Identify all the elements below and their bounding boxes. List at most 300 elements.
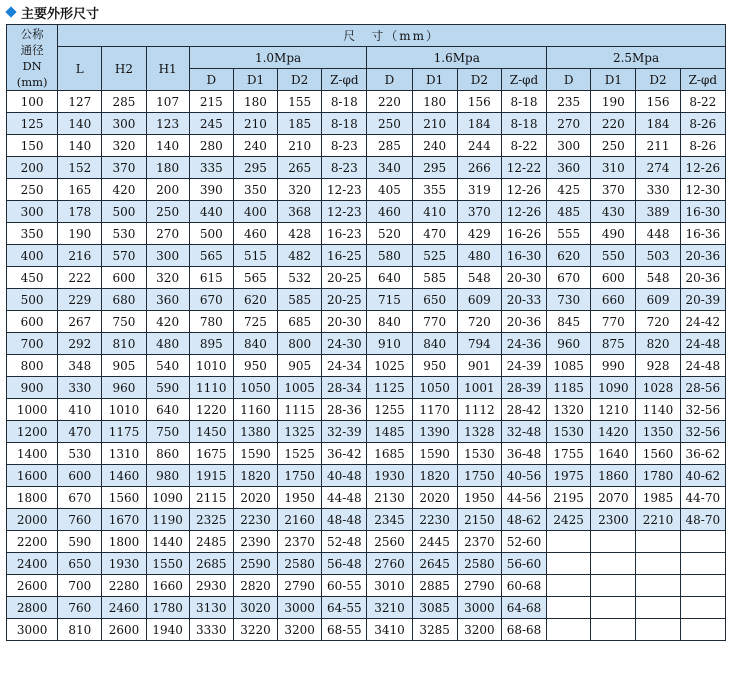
table-cell: 1220	[189, 399, 233, 421]
table-cell: 320	[278, 179, 322, 201]
table-cell: 348	[58, 355, 102, 377]
table-cell: 420	[102, 179, 146, 201]
table-row	[7, 553, 726, 575]
table-cell: 32-56	[680, 421, 725, 443]
table-cell: 750	[102, 311, 146, 333]
table-cell: 503	[636, 245, 680, 267]
table-cell: 950	[412, 355, 457, 377]
header-sub-d2: D2	[278, 69, 322, 91]
table-cell: 620	[233, 289, 277, 311]
table-cell: 2195	[547, 487, 591, 509]
table-cell: 64-55	[322, 597, 367, 619]
table-row	[7, 355, 726, 377]
table-cell: 1420	[591, 421, 636, 443]
table-cell: 52-48	[322, 531, 367, 553]
table-cell: 220	[591, 113, 636, 135]
table-cell: 2370	[278, 531, 322, 553]
table-cell: 720	[636, 311, 680, 333]
table-cell: 1005	[278, 377, 322, 399]
table-cell: 390	[189, 179, 233, 201]
header-group-1-0mpa: 1.0Mpa	[189, 47, 367, 69]
table-cell: 770	[412, 311, 457, 333]
table-cell: 620	[547, 245, 591, 267]
table-cell: 12-23	[322, 201, 367, 223]
table-cell: 1640	[591, 443, 636, 465]
table-cell: 515	[233, 245, 277, 267]
table-cell: 220	[367, 91, 412, 113]
table-cell: 16-30	[680, 201, 725, 223]
table-cell: 770	[591, 311, 636, 333]
cell-dn: 350	[7, 223, 58, 245]
diamond-bullet-icon	[5, 6, 16, 17]
header-dn	[7, 25, 58, 91]
table-cell: 3285	[412, 619, 457, 641]
table-cell: 794	[457, 333, 501, 355]
table-row	[7, 509, 726, 531]
table-row	[7, 245, 726, 267]
table-cell: 20-30	[501, 267, 546, 289]
table-cell: 1125	[367, 377, 412, 399]
table-cell: 12-22	[501, 157, 546, 179]
table-cell: 1255	[367, 399, 412, 421]
header-sub-d1: D1	[412, 69, 457, 91]
table-cell: 650	[58, 553, 102, 575]
table-cell: 152	[58, 157, 102, 179]
table-cell: 480	[146, 333, 189, 355]
table-cell: 1325	[278, 421, 322, 443]
table-cell	[636, 531, 680, 553]
table-cell	[680, 575, 725, 597]
table-cell: 180	[412, 91, 457, 113]
table-cell: 2425	[547, 509, 591, 531]
table-cell: 640	[146, 399, 189, 421]
cell-dn: 700	[7, 333, 58, 355]
table-cell: 48-48	[322, 509, 367, 531]
table-cell: 3210	[367, 597, 412, 619]
table-cell	[591, 531, 636, 553]
table-cell: 685	[278, 311, 322, 333]
table-cell: 20-25	[322, 267, 367, 289]
table-cell: 52-60	[501, 531, 546, 553]
table-cell: 485	[547, 201, 591, 223]
table-cell: 16-25	[322, 245, 367, 267]
table-cell: 845	[547, 311, 591, 333]
table-cell: 28-42	[501, 399, 546, 421]
table-cell: 460	[367, 201, 412, 223]
cell-dn: 900	[7, 377, 58, 399]
table-cell: 36-48	[501, 443, 546, 465]
table-cell: 640	[367, 267, 412, 289]
table-cell	[636, 553, 680, 575]
table-cell: 330	[636, 179, 680, 201]
table-cell: 8-18	[322, 113, 367, 135]
table-cell: 1170	[412, 399, 457, 421]
table-cell: 155	[278, 91, 322, 113]
section-title-text: 主要外形尺寸	[21, 6, 100, 22]
table-cell: 270	[547, 113, 591, 135]
table-cell: 1560	[102, 487, 146, 509]
table-body	[7, 91, 726, 641]
header-sub-d: D	[547, 69, 591, 91]
table-row	[7, 289, 726, 311]
table-cell: 950	[233, 355, 277, 377]
table-row	[7, 487, 726, 509]
table-cell: 267	[58, 311, 102, 333]
table-cell: 370	[591, 179, 636, 201]
table-cell: 405	[367, 179, 412, 201]
table-cell: 480	[457, 245, 501, 267]
table-cell: 1780	[636, 465, 680, 487]
table-cell: 265	[278, 157, 322, 179]
table-cell: 1685	[367, 443, 412, 465]
cell-dn: 1800	[7, 487, 58, 509]
table-cell: 760	[58, 509, 102, 531]
table-cell: 300	[146, 245, 189, 267]
table-cell: 650	[412, 289, 457, 311]
table-cell: 2150	[457, 509, 501, 531]
table-cell: 3220	[233, 619, 277, 641]
table-cell: 3200	[278, 619, 322, 641]
table-cell: 960	[547, 333, 591, 355]
table-cell: 448	[636, 223, 680, 245]
table-cell: 860	[146, 443, 189, 465]
table-cell: 8-23	[322, 135, 367, 157]
table-cell: 1390	[412, 421, 457, 443]
table-cell: 960	[102, 377, 146, 399]
table-cell: 185	[278, 113, 322, 135]
table-cell: 2390	[233, 531, 277, 553]
table-cell: 750	[146, 421, 189, 443]
table-cell: 530	[58, 443, 102, 465]
table-cell: 1328	[457, 421, 501, 443]
table-cell: 274	[636, 157, 680, 179]
table-cell: 840	[412, 333, 457, 355]
table-cell: 319	[457, 179, 501, 201]
table-cell: 20-36	[501, 311, 546, 333]
table-cell: 280	[189, 135, 233, 157]
table-cell: 2885	[412, 575, 457, 597]
table-cell: 730	[547, 289, 591, 311]
table-cell: 600	[58, 465, 102, 487]
table-cell: 20-25	[322, 289, 367, 311]
table-cell: 2160	[278, 509, 322, 531]
table-cell: 60-68	[501, 575, 546, 597]
table-cell: 8-18	[501, 113, 546, 135]
table-cell: 300	[547, 135, 591, 157]
table-cell	[591, 597, 636, 619]
table-cell: 140	[58, 135, 102, 157]
table-cell: 1660	[146, 575, 189, 597]
table-cell: 156	[457, 91, 501, 113]
table-cell: 3020	[233, 597, 277, 619]
table-cell: 2230	[412, 509, 457, 531]
table-cell: 905	[102, 355, 146, 377]
header-size: 尺 寸（mm）	[58, 25, 726, 47]
table-cell: 609	[457, 289, 501, 311]
header-sub-d2: D2	[457, 69, 501, 91]
table-cell: 3330	[189, 619, 233, 641]
table-cell: 1050	[412, 377, 457, 399]
table-cell: 215	[189, 91, 233, 113]
table-row	[7, 333, 726, 355]
table-cell: 28-39	[501, 377, 546, 399]
table-cell: 600	[591, 267, 636, 289]
table-row	[7, 179, 726, 201]
table-cell: 1010	[102, 399, 146, 421]
table-cell: 2790	[457, 575, 501, 597]
table-cell: 840	[367, 311, 412, 333]
table-cell: 36-62	[680, 443, 725, 465]
table-cell: 585	[412, 267, 457, 289]
table-cell: 2560	[367, 531, 412, 553]
table-row	[7, 399, 726, 421]
table-cell: 2580	[278, 553, 322, 575]
table-cell: 1590	[412, 443, 457, 465]
table-cell: 1985	[636, 487, 680, 509]
table-cell: 44-70	[680, 487, 725, 509]
table-row	[7, 223, 726, 245]
table-cell: 64-68	[501, 597, 546, 619]
table-cell: 2070	[591, 487, 636, 509]
table-cell: 2445	[412, 531, 457, 553]
table-cell: 532	[278, 267, 322, 289]
table-cell: 2210	[636, 509, 680, 531]
table-cell: 420	[146, 311, 189, 333]
table-cell: 1675	[189, 443, 233, 465]
table-cell: 20-33	[501, 289, 546, 311]
table-cell: 8-18	[322, 91, 367, 113]
table-cell: 40-48	[322, 465, 367, 487]
cell-dn: 250	[7, 179, 58, 201]
table-cell: 482	[278, 245, 322, 267]
cell-dn: 2800	[7, 597, 58, 619]
table-cell: 670	[547, 267, 591, 289]
table-cell: 1460	[102, 465, 146, 487]
table-cell: 1028	[636, 377, 680, 399]
table-cell: 1930	[367, 465, 412, 487]
table-cell: 1001	[457, 377, 501, 399]
table-cell: 320	[146, 267, 189, 289]
table-cell	[636, 575, 680, 597]
table-cell: 190	[58, 223, 102, 245]
header-dn-line: 通径	[20, 42, 44, 57]
table-cell: 2115	[189, 487, 233, 509]
table-cell: 609	[636, 289, 680, 311]
table-cell: 28-56	[680, 377, 725, 399]
table-cell: 430	[591, 201, 636, 223]
table-cell: 211	[636, 135, 680, 157]
table-cell	[636, 597, 680, 619]
table-cell: 425	[547, 179, 591, 201]
table-cell: 2370	[457, 531, 501, 553]
table-cell: 3085	[412, 597, 457, 619]
table-cell	[591, 553, 636, 575]
table-cell: 8-22	[680, 91, 725, 113]
table-cell: 335	[189, 157, 233, 179]
table-cell: 184	[457, 113, 501, 135]
table-cell: 470	[412, 223, 457, 245]
table-cell	[680, 531, 725, 553]
table-cell: 1140	[636, 399, 680, 421]
table-cell: 875	[591, 333, 636, 355]
table-cell: 580	[367, 245, 412, 267]
table-header	[7, 25, 726, 91]
cell-dn: 2400	[7, 553, 58, 575]
table-cell: 3130	[189, 597, 233, 619]
table-cell: 1175	[102, 421, 146, 443]
table-cell: 500	[189, 223, 233, 245]
table-cell: 800	[278, 333, 322, 355]
table-cell: 178	[58, 201, 102, 223]
table-cell: 615	[189, 267, 233, 289]
table-cell: 12-26	[501, 179, 546, 201]
table-cell: 210	[278, 135, 322, 157]
table-cell: 127	[58, 91, 102, 113]
table-cell: 36-42	[322, 443, 367, 465]
table-cell: 1755	[547, 443, 591, 465]
table-cell: 2230	[233, 509, 277, 531]
table-cell: 48-62	[501, 509, 546, 531]
cell-dn: 150	[7, 135, 58, 157]
table-cell: 1450	[189, 421, 233, 443]
table-cell: 3410	[367, 619, 412, 641]
table-cell: 285	[102, 91, 146, 113]
table-cell: 2345	[367, 509, 412, 531]
table-cell: 229	[58, 289, 102, 311]
table-cell	[636, 619, 680, 641]
table-cell: 240	[412, 135, 457, 157]
table-cell: 1320	[547, 399, 591, 421]
header-group-1-6mpa: 1.6Mpa	[367, 47, 547, 69]
cell-dn: 100	[7, 91, 58, 113]
table-cell: 910	[367, 333, 412, 355]
table-cell: 1115	[278, 399, 322, 421]
table-row	[7, 91, 726, 113]
table-cell: 180	[233, 91, 277, 113]
table-cell: 1190	[146, 509, 189, 531]
table-cell: 570	[102, 245, 146, 267]
table-cell: 1350	[636, 421, 680, 443]
table-cell: 12-26	[680, 157, 725, 179]
table-cell: 1050	[233, 377, 277, 399]
table-cell: 20-30	[322, 311, 367, 333]
table-cell: 2325	[189, 509, 233, 531]
table-cell: 200	[146, 179, 189, 201]
table-cell: 1800	[102, 531, 146, 553]
table-cell: 550	[591, 245, 636, 267]
table-cell: 590	[58, 531, 102, 553]
table-cell: 1820	[233, 465, 277, 487]
cell-dn: 400	[7, 245, 58, 267]
table-cell: 1010	[189, 355, 233, 377]
header-sub-d1: D1	[591, 69, 636, 91]
table-cell: 1530	[547, 421, 591, 443]
table-cell: 16-23	[322, 223, 367, 245]
table-cell: 901	[457, 355, 501, 377]
table-cell: 24-34	[322, 355, 367, 377]
table-cell: 1112	[457, 399, 501, 421]
table-cell: 244	[457, 135, 501, 157]
cell-dn: 200	[7, 157, 58, 179]
table-cell: 310	[591, 157, 636, 179]
table-cell: 2020	[412, 487, 457, 509]
table-cell: 1860	[591, 465, 636, 487]
table-cell: 1440	[146, 531, 189, 553]
table-cell: 1185	[547, 377, 591, 399]
table-cell: 3010	[367, 575, 412, 597]
header-sub-z-phid: Z-φd	[322, 69, 367, 91]
table-row	[7, 597, 726, 619]
table-row	[7, 443, 726, 465]
cell-dn: 1600	[7, 465, 58, 487]
table-cell: 2600	[102, 619, 146, 641]
table-cell: 2460	[102, 597, 146, 619]
table-cell: 2485	[189, 531, 233, 553]
table-cell: 810	[102, 333, 146, 355]
table-cell: 1670	[102, 509, 146, 531]
table-cell: 8-23	[322, 157, 367, 179]
cell-dn: 1000	[7, 399, 58, 421]
table-cell: 245	[189, 113, 233, 135]
table-cell: 16-30	[501, 245, 546, 267]
table-cell: 980	[146, 465, 189, 487]
table-cell: 1950	[457, 487, 501, 509]
table-cell: 180	[146, 157, 189, 179]
table-cell: 760	[58, 597, 102, 619]
table-cell: 165	[58, 179, 102, 201]
table-cell	[680, 553, 725, 575]
table-cell: 24-30	[322, 333, 367, 355]
table-cell: 32-56	[680, 399, 725, 421]
table-cell: 8-26	[680, 113, 725, 135]
table-row	[7, 113, 726, 135]
table-cell: 1590	[233, 443, 277, 465]
table-cell: 216	[58, 245, 102, 267]
table-row	[7, 201, 726, 223]
table-cell: 1780	[146, 597, 189, 619]
table-cell: 720	[457, 311, 501, 333]
table-cell: 12-23	[322, 179, 367, 201]
table-cell: 905	[278, 355, 322, 377]
table-cell: 1820	[412, 465, 457, 487]
cell-dn: 800	[7, 355, 58, 377]
cell-dn: 500	[7, 289, 58, 311]
table-cell: 330	[58, 377, 102, 399]
table-cell: 68-55	[322, 619, 367, 641]
table-cell: 24-36	[501, 333, 546, 355]
table-cell: 3000	[457, 597, 501, 619]
table-cell: 429	[457, 223, 501, 245]
table-cell: 525	[412, 245, 457, 267]
table-cell: 928	[636, 355, 680, 377]
table-row	[7, 135, 726, 157]
table-cell: 295	[412, 157, 457, 179]
table-cell: 840	[233, 333, 277, 355]
table-cell: 389	[636, 201, 680, 223]
table-cell: 1310	[102, 443, 146, 465]
table-cell: 1750	[278, 465, 322, 487]
table-cell: 548	[636, 267, 680, 289]
table-cell: 810	[58, 619, 102, 641]
table-cell: 1085	[547, 355, 591, 377]
section-title	[4, 2, 99, 22]
cell-dn: 2600	[7, 575, 58, 597]
table-cell: 1380	[233, 421, 277, 443]
table-cell: 8-26	[680, 135, 725, 157]
table-cell: 460	[233, 223, 277, 245]
table-cell: 60-55	[322, 575, 367, 597]
table-cell: 350	[233, 179, 277, 201]
